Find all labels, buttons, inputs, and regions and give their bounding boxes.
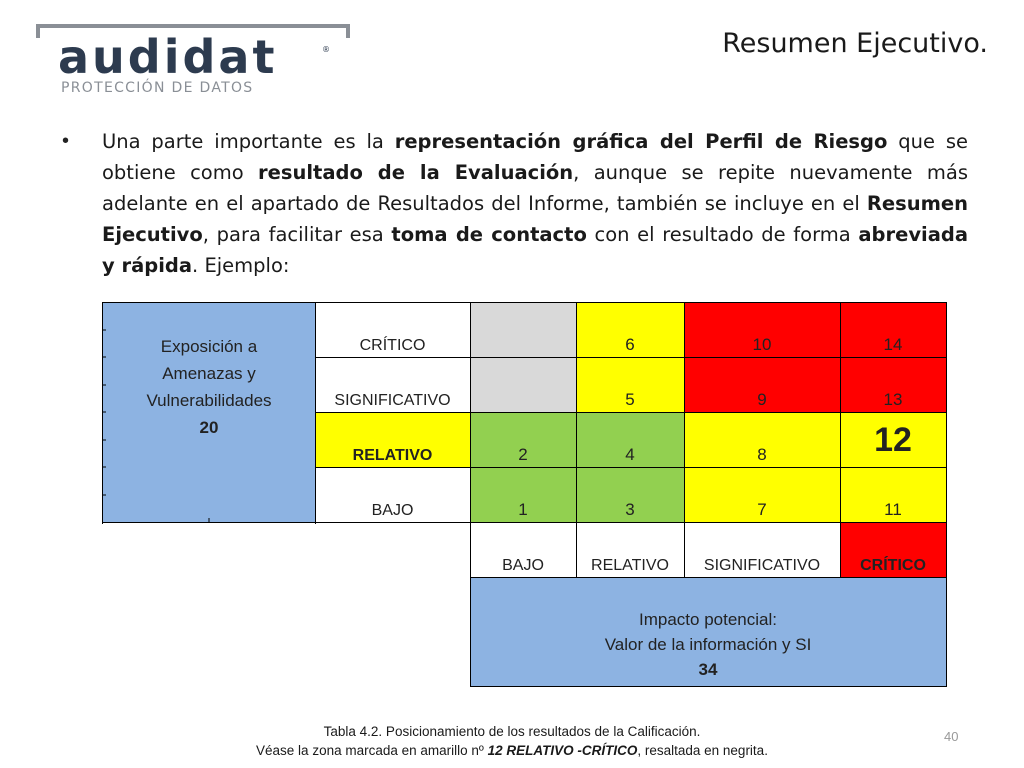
row-label-significativo: SIGNIFICATIVO: [315, 358, 470, 413]
row-label-relativo: RELATIVO: [315, 413, 470, 468]
bold-segment: resultado de la Evaluación: [258, 161, 574, 184]
caption-bold: 12 RELATIVO -CRÍTICO: [487, 743, 638, 758]
matrix-cell: 3: [576, 468, 684, 523]
matrix-cell: 11: [840, 468, 946, 523]
matrix-cell: 4: [576, 413, 684, 468]
bold-segment: toma de contacto: [391, 223, 587, 246]
col-label-significativo: SIGNIFICATIVO: [684, 523, 840, 578]
matrix-cell: 5: [576, 358, 684, 413]
impact-label-line: Impacto potencial:: [639, 610, 777, 629]
bullet-marker: •: [62, 130, 70, 152]
matrix-cell: 8: [684, 413, 840, 468]
caption-text: , resaltada en negrita.: [637, 743, 768, 758]
page-title: Resumen Ejecutivo.: [722, 28, 988, 59]
matrix-cell: 7: [684, 468, 840, 523]
text-segment: que se obtiene como: [102, 130, 969, 184]
row-label-bajo: BAJO: [315, 468, 470, 523]
matrix-cell: 6: [576, 303, 684, 358]
exposure-value: 20: [199, 418, 219, 437]
logo-registered-mark: ®: [322, 45, 330, 54]
text-segment: . Ejemplo:: [192, 254, 290, 277]
text-segment: , aunque se repite nuevamente más adelante en el apartado de Resultados del Informe, también se incluye en el: [102, 161, 969, 215]
exposure-label-line: Vulnerabilidades: [146, 391, 272, 410]
col-label-critico: CRÍTICO: [840, 523, 946, 578]
matrix-cell: 10: [684, 303, 840, 358]
caption-line-2: [0, 743, 1024, 758]
text-segment: Una parte importante es la: [102, 130, 395, 153]
impact-value: 34: [698, 660, 718, 679]
highlighted-cell: 12: [840, 413, 946, 468]
page-number: 40: [944, 729, 959, 744]
matrix-cell: 2: [470, 413, 576, 468]
matrix-cell: 1: [470, 468, 576, 523]
bold-segment: representación gráfica del Perfil de Riesgo: [394, 130, 888, 153]
col-label-relativo: RELATIVO: [576, 523, 684, 578]
logo-brand: audidat: [58, 30, 278, 84]
text-segment: , para facilitar esa: [202, 223, 392, 246]
row-label-critico: CRÍTICO: [315, 303, 470, 358]
text-segment: con el resultado de forma: [586, 223, 859, 246]
caption-text: Véase la zona marcada en amarillo nº: [256, 743, 488, 758]
matrix-cell: 14: [840, 303, 946, 358]
matrix-cell: 13: [840, 358, 946, 413]
logo-tagline: PROTECCIÓN DE DATOS: [61, 80, 254, 96]
impact-label-line: Valor de la información y SI: [604, 635, 812, 654]
col-label-bajo: BAJO: [470, 523, 576, 578]
exposure-label-line: Exposición a: [160, 337, 258, 356]
exposure-label-line: Amenazas y: [162, 364, 256, 383]
matrix-cell: 9: [684, 358, 840, 413]
bold-segment: Resumen Ejecutivo: [102, 192, 968, 246]
caption-line-1: Tabla 4.2. Posicionamiento de los resultados de la Calificación.: [323, 724, 701, 739]
bold-segment: abreviada y rápida: [102, 223, 968, 277]
